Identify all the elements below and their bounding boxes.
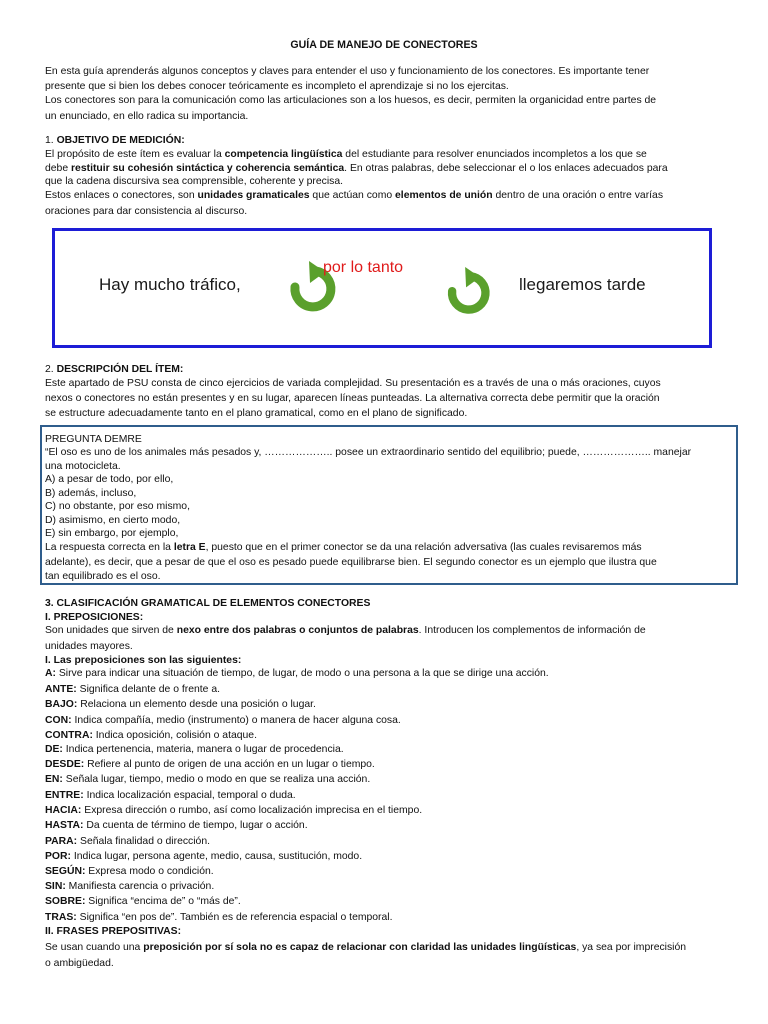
answer-explanation [45,540,725,555]
text: La respuesta correcta en la [45,542,174,553]
preposition-desc: Sirve para indicar una situación de tiempo, de lugar, de modo o una persona a la que se dirige una acción. [55,668,549,679]
banner-left-text: Hay mucho tráfico, [99,275,241,294]
preposition-desc: Significa “en pos de”. También es de referencia espacial o temporal. [76,912,393,923]
answer-explanation: adelante), es decir, que a pesar de que el oso es pesado puede equilibrarse bien. El segundo conector es un ejemplo que ilustra que [45,557,657,568]
preposition-desc: Indica localización espacial, temporal o duda. [83,790,296,801]
preposition-item [45,803,725,818]
bold-text: preposición por sí sola no es capaz de relacionar con claridad las unidades lingüísticas [143,942,577,953]
preposition-key: ANTE: [45,684,77,695]
section-3-line: o ambigüedad. [45,958,114,969]
subheading [45,924,725,939]
subheading-text: I. PREPOSICIONES: [45,612,144,623]
intro-line: un enunciado, en ello radica su importancia. [45,111,249,122]
preposition-item [45,728,725,743]
section-1-number: 1. [45,135,54,146]
section-2-line: nexos o conectores no están presentes y en su lugar, aparecen líneas punteadas. La alternativa correcta debe permitir que la oración [45,393,660,404]
preposition-key: TRAS: [45,912,77,923]
text: , puesto que en el primer conector se da una relación adversativa (las cuales revisaremos más [205,542,642,553]
answer-option: E) sin embargo, por ejemplo, [45,528,179,539]
preposition-item [45,772,725,787]
preposition-item [45,879,725,894]
text: Son unidades que sirven de [45,625,177,636]
intro-line: En esta guía aprenderás algunos conceptos y claves para entender el uso y funcionamiento de los conectores. Es importante tener [45,66,650,77]
answer-option: B) además, incluso, [45,488,137,499]
preposition-desc: Señala lugar, tiempo, medio o modo en que se realiza una acción. [62,774,371,785]
text: El propósito de este ítem es evaluar la [45,149,225,160]
preposition-item [45,910,725,925]
preposition-desc: Manifiesta carencia o privación. [65,881,215,892]
preposition-desc: Expresa modo o condición. [85,866,214,877]
preposition-desc: Da cuenta de término de tiempo, lugar o acción. [83,820,308,831]
answer-option: C) no obstante, por eso mismo, [45,501,190,512]
preposition-key: POR: [45,851,71,862]
banner-connector-text: por lo tanto [323,259,404,276]
preposition-key: SIN: [45,881,66,892]
circular-arrow-icon [441,267,493,319]
section-3-line: unidades mayores. [45,641,133,652]
bold-text: elementos de unión [395,190,493,201]
preposition-desc: Significa “encima de” o “más de”. [85,896,241,907]
preposition-item [45,818,725,833]
preposition-item [45,682,725,697]
section-1-line: oraciones para dar consistencia al discurso. [45,206,248,217]
preposition-desc: Relaciona un elemento desde una posición o lugar. [77,699,316,710]
section-2-line: se estructure adecuadamente tanto en el plano gramatical, como en el plano de significado. [45,408,468,419]
preposition-key: A: [45,668,56,679]
preposition-item [45,894,725,909]
section-1-line [45,188,725,203]
preposition-key: BAJO: [45,699,78,710]
preposition-key: SEGÚN: [45,866,86,877]
text: dentro de una oración o entre varías [492,190,664,201]
preposition-desc: Indica compañía, medio (instrumento) o manera de hacer alguna cosa. [71,715,401,726]
preposition-desc: Significa delante de o frente a. [76,684,221,695]
section-1-title: OBJETIVO DE MEDICIÓN: [56,135,185,146]
text: Se usan cuando una [45,942,144,953]
section-1-heading [45,133,725,148]
preposition-key: ENTRE: [45,790,84,801]
text: . Introducen los complementos de información de [418,625,646,636]
answer-option: A) a pesar de todo, por ello, [45,474,174,485]
text: , ya sea por imprecisión [576,942,687,953]
answer-option: D) asimismo, en cierto modo, [45,515,181,526]
preposition-desc: Indica oposición, colisión o ataque. [92,730,257,741]
subheading-text: I. Las preposiciones son las siguientes: [45,655,242,666]
preposition-desc: Refiere al punto de origen de una acción en un lugar o tiempo. [84,759,375,770]
bold-text: competencia lingüística [224,149,343,160]
preposition-item [45,757,725,772]
section-3-heading [45,596,725,611]
text: que actúan como [309,190,396,201]
preposition-key: DESDE: [45,759,85,770]
bold-text: unidades gramaticales [197,190,310,201]
banner-right-text: llegaremos tarde [519,275,646,294]
preposition-key: PARA: [45,836,78,847]
section-3-title: 3. CLASIFICACIÓN GRAMATICAL DE ELEMENTOS CONECTORES [45,598,371,609]
connector-example-banner [52,228,712,348]
preposition-item [45,834,725,849]
intro-line: Los conectores son para la comunicación como las articulaciones son a los huesos, es decir, permiten la organicidad entre partes de [45,95,657,106]
preposition-item [45,666,725,681]
answer-explanation: tan equilibrado es el oso. [45,571,161,582]
section-2-title: DESCRIPCIÓN DEL ÍTEM: [56,364,184,375]
document-title: GUÍA DE MANEJO DE CONECTORES [290,39,478,51]
section-3-line [45,623,725,638]
section-2-number: 2. [45,364,54,375]
preposition-item [45,742,725,757]
question-text: “El oso es uno de los animales más pesados y, ……………….. posee un extraordinario sentido del equilibrio; puede, ……………….. manejar [45,447,692,458]
text: debe [45,163,72,174]
preposition-item [45,788,725,803]
bold-text: letra E [173,542,206,553]
preposition-key: CON: [45,715,72,726]
preposition-desc: Indica lugar, persona agente, medio, causa, sustitución, modo. [70,851,363,862]
preposition-item [45,849,725,864]
section-2-heading [45,362,725,377]
subheading-text: II. FRASES PREPOSITIVAS: [45,926,182,937]
preposition-key: SOBRE: [45,896,86,907]
text: Estos enlaces o conectores, son [45,190,198,201]
section-3-line [45,940,725,955]
preposition-desc: Expresa dirección o rumbo, así como localización imprecisa en el tiempo. [81,805,423,816]
preposition-key: DE: [45,744,63,755]
preposition-key: HACIA: [45,805,82,816]
preposition-key: CONTRA: [45,730,93,741]
text: . En otras palabras, debe seleccionar el o los enlaces adecuados para [344,163,668,174]
question-text: una motocicleta. [45,461,121,472]
section-1-line: que la cadena discursiva sea comprensible, coherente y precisa. [45,176,344,187]
preposition-desc: Señala finalidad o dirección. [77,836,210,847]
preposition-item [45,864,725,879]
bold-text: nexo entre dos palabras o conjuntos de palabras [176,625,419,636]
preposition-item [45,713,725,728]
preposition-desc: Indica pertenencia, materia, manera o lugar de procedencia. [62,744,344,755]
intro-line: presente que si bien los debes conocer teóricamente es incompleto el aprendizaje si no los ejercitas. [45,81,509,92]
preposition-item [45,697,725,712]
section-1-line [45,147,725,162]
bold-text: restituir su cohesión sintáctica y coherencia semántica [71,163,345,174]
text: del estudiante para resolver enunciados incompletos a los que se [342,149,647,160]
preposition-key: EN: [45,774,63,785]
question-label: PREGUNTA DEMRE [45,434,142,445]
preposition-key: HASTA: [45,820,84,831]
section-2-line: Este apartado de PSU consta de cinco ejercicios de variada complejidad. Su presentación es a través de una o más oraciones, cuyos [45,378,661,389]
